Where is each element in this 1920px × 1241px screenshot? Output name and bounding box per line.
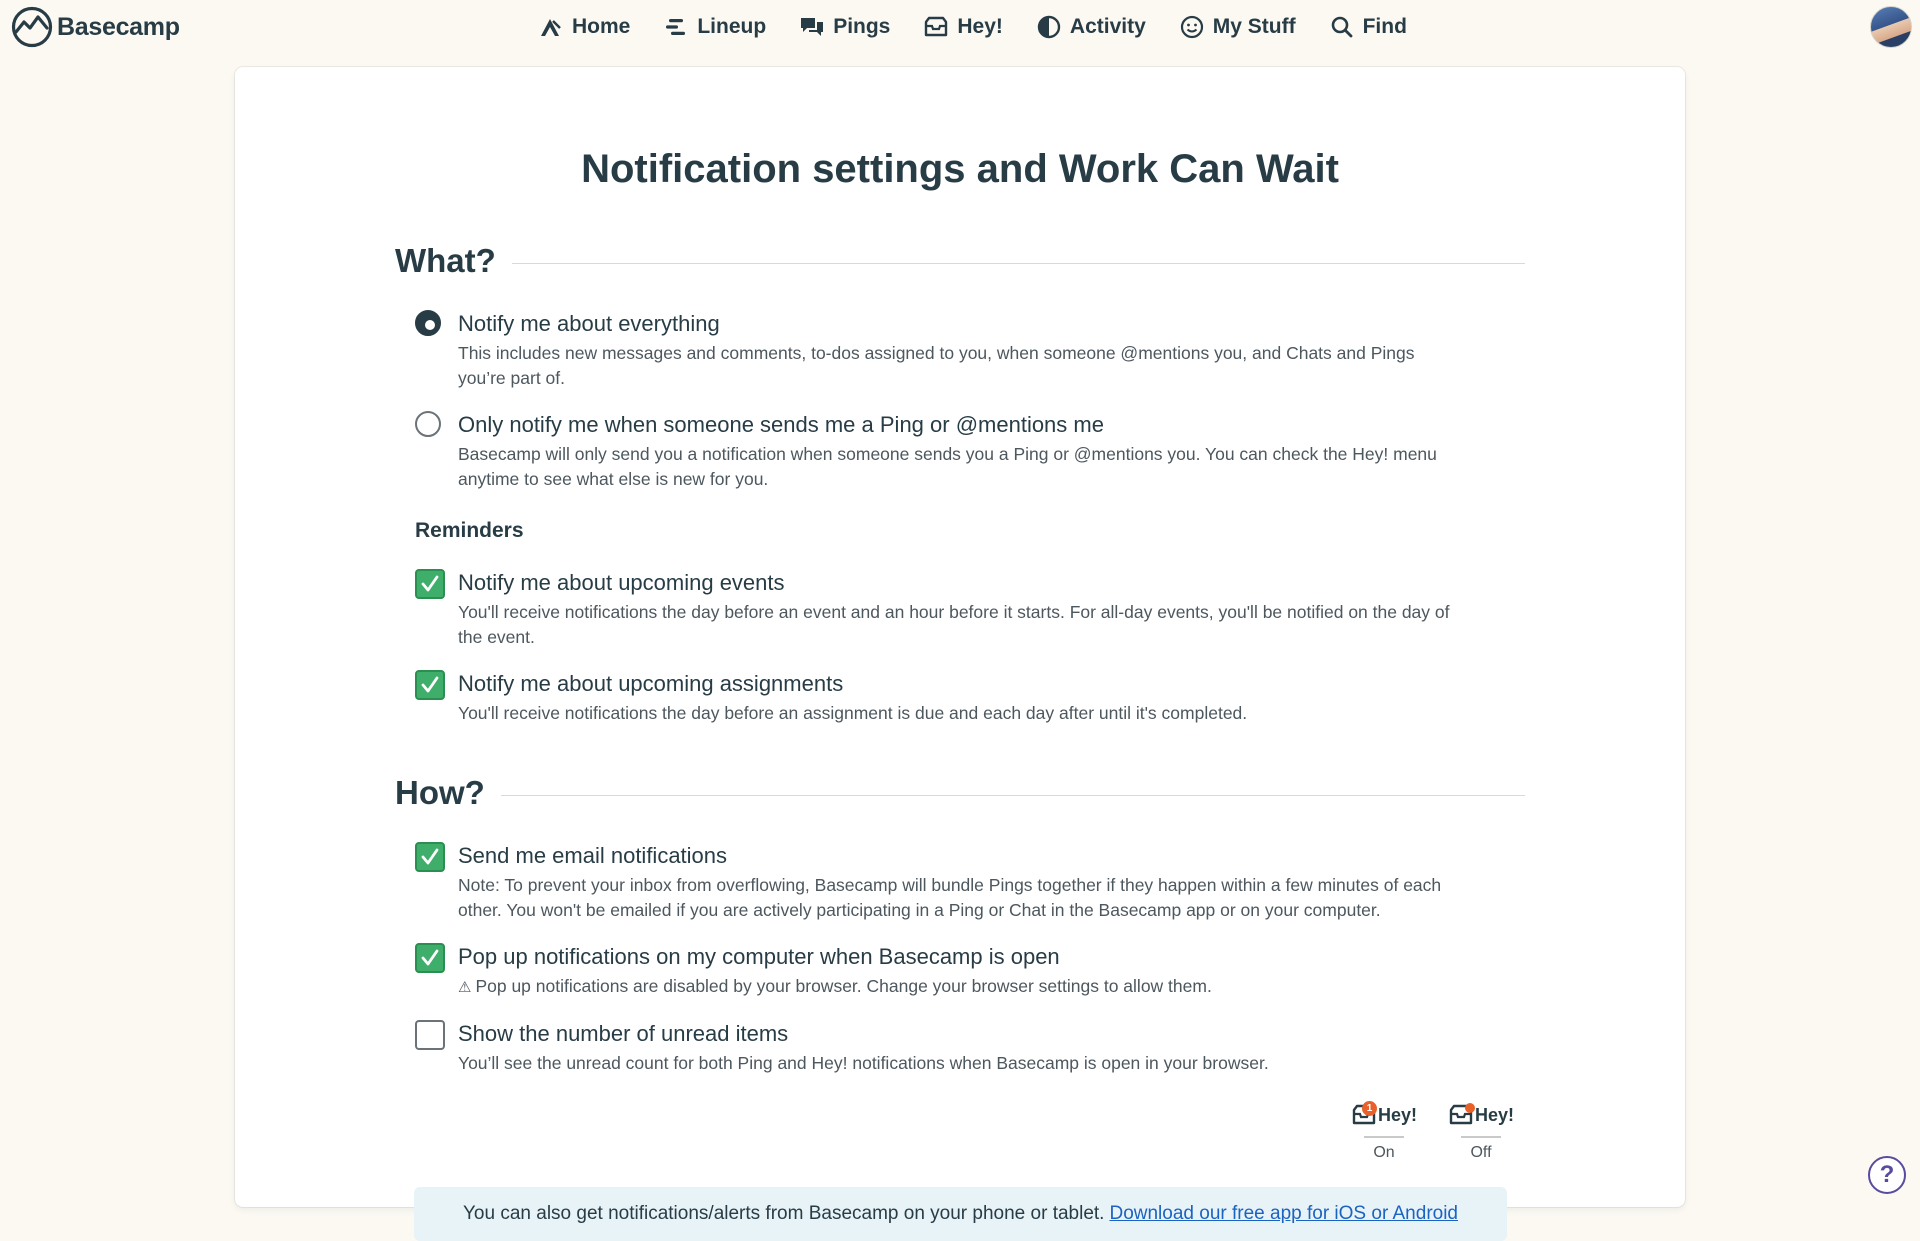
search-icon [1329,14,1355,40]
sample-underline [1461,1136,1501,1138]
settings-card [235,67,1685,1224]
option-label: Only notify me when someone sends me a Ping or @mentions me [458,412,1104,437]
nav-lineup-label: Lineup [697,15,767,38]
page-title: Notification settings and Work Can Wait [581,147,1339,191]
download-app-link[interactable]: Download our free app for iOS or Android [1109,1203,1458,1224]
checkmark-icon [419,573,441,595]
option-label: Notify me about upcoming assignments [458,671,844,696]
unread-sample-off [1443,1099,1519,1162]
option-notify-pings-mentions[interactable] [415,411,1455,491]
warning-icon: ⚠ [458,979,472,996]
checkbox-popup-notifications[interactable] [415,943,445,973]
how-section-heading [395,774,1525,812]
option-upcoming-events[interactable] [415,569,1455,649]
checkbox-email-notifications[interactable] [415,842,445,872]
help-button[interactable]: ? [1868,1156,1906,1194]
what-divider [512,263,1525,264]
unread-dot-indicator [1465,1103,1475,1113]
radio-notify-pings-mentions[interactable] [415,411,441,437]
my-stuff-icon [1179,14,1205,40]
unread-sample-off-label: Hey! [1474,1104,1514,1125]
checkbox-upcoming-events[interactable] [415,569,445,599]
reminders-heading: Reminders [415,519,524,542]
nav-hey[interactable] [923,14,1003,40]
activity-icon [1036,14,1062,40]
unread-sample-on-caption: On [1373,1144,1395,1161]
option-description: You'll receive notifications the day before an assignment is due and each day after until it's completed. [458,703,1248,723]
checkbox-upcoming-assignments[interactable] [415,670,445,700]
top-navigation-bar [0,0,1920,54]
nav-hey-label: Hey! [957,15,1003,38]
option-description [458,974,1455,1001]
checkmark-icon [419,947,441,969]
option-email-notifications[interactable] [415,842,1455,922]
nav-pings[interactable] [799,14,890,40]
option-label: Send me email notifications [458,843,728,868]
nav-find-label: Find [1362,15,1407,38]
how-divider [501,795,1525,796]
checkbox-unread-count[interactable] [415,1020,445,1050]
pings-icon [799,14,825,40]
home-icon [538,14,564,40]
option-notify-everything[interactable] [415,310,1455,390]
nav-my-stuff-label: My Stuff [1212,15,1296,38]
main-nav [538,12,1440,42]
option-upcoming-assignments[interactable] [415,670,1455,726]
nav-my-stuff[interactable] [1179,14,1296,40]
basecamp-logo-icon [10,6,54,48]
nav-activity-label: Activity [1069,15,1146,38]
option-label: Notify me about everything [458,311,720,336]
nav-home[interactable] [538,14,630,40]
nav-activity[interactable] [1036,14,1146,40]
nav-lineup[interactable] [663,14,766,40]
radio-notify-everything[interactable] [415,310,441,336]
user-avatar[interactable] [1870,6,1912,48]
option-popup-notifications[interactable] [415,943,1455,1001]
info-bar-text: You can also get notifications/alerts from Basecamp on your phone or tablet. [463,1203,1105,1224]
option-description: You'll receive notifications the day before an event and an hour before it starts. For all-day events, you'll be notified on the day of the event. [458,602,1450,647]
option-label: Show the number of unread items [458,1021,789,1046]
hey-icon [923,14,949,40]
basecamp-logo[interactable] [10,6,180,48]
mobile-app-info-bar [414,1187,1507,1241]
nav-home-label: Home [572,15,631,38]
what-section-heading [395,242,1525,280]
checkmark-icon [419,674,441,696]
option-description: This includes new messages and comments, to-dos assigned to you, when someone @mentions you, and Chats and Pings you’re part of. [458,343,1415,388]
unread-sample-off-caption: Off [1470,1144,1492,1161]
checkmark-icon [419,846,441,868]
how-heading-text: How? [395,774,485,811]
what-heading-text: What? [395,242,496,279]
unread-sample-on-label: Hey! [1377,1104,1417,1125]
option-unread-count[interactable] [415,1020,1315,1076]
app-name: Basecamp [57,12,180,41]
option-description: You’ll see the unread count for both Ping and Hey! notifications when Basecamp is open in your browser. [458,1053,1269,1073]
nav-pings-label: Pings [833,15,891,38]
unread-sample-on [1346,1099,1422,1162]
option-description: Note: To prevent your inbox from overflowing, Basecamp will bundle Pings together if they happen within a few minutes of each other. You won't be emailed if you are actively participating in a Ping or Chat in the Basecamp app or on your computer. [458,875,1442,920]
nav-find[interactable] [1329,14,1407,40]
option-label: Pop up notifications on my computer when Basecamp is open [458,944,1060,969]
option-description: Basecamp will only send you a notification when someone sends you a Ping or @mentions you. You can check the Hey! menu anytime to see what else is new for you. [458,444,1437,489]
warning-text: Pop up notifications are disabled by your browser. Change your browser settings to allow them. [475,976,1212,996]
lineup-icon [663,14,689,40]
option-label: Notify me about upcoming events [458,570,785,595]
sample-underline [1364,1136,1404,1138]
unread-count-badge: 1 [1362,1101,1377,1116]
